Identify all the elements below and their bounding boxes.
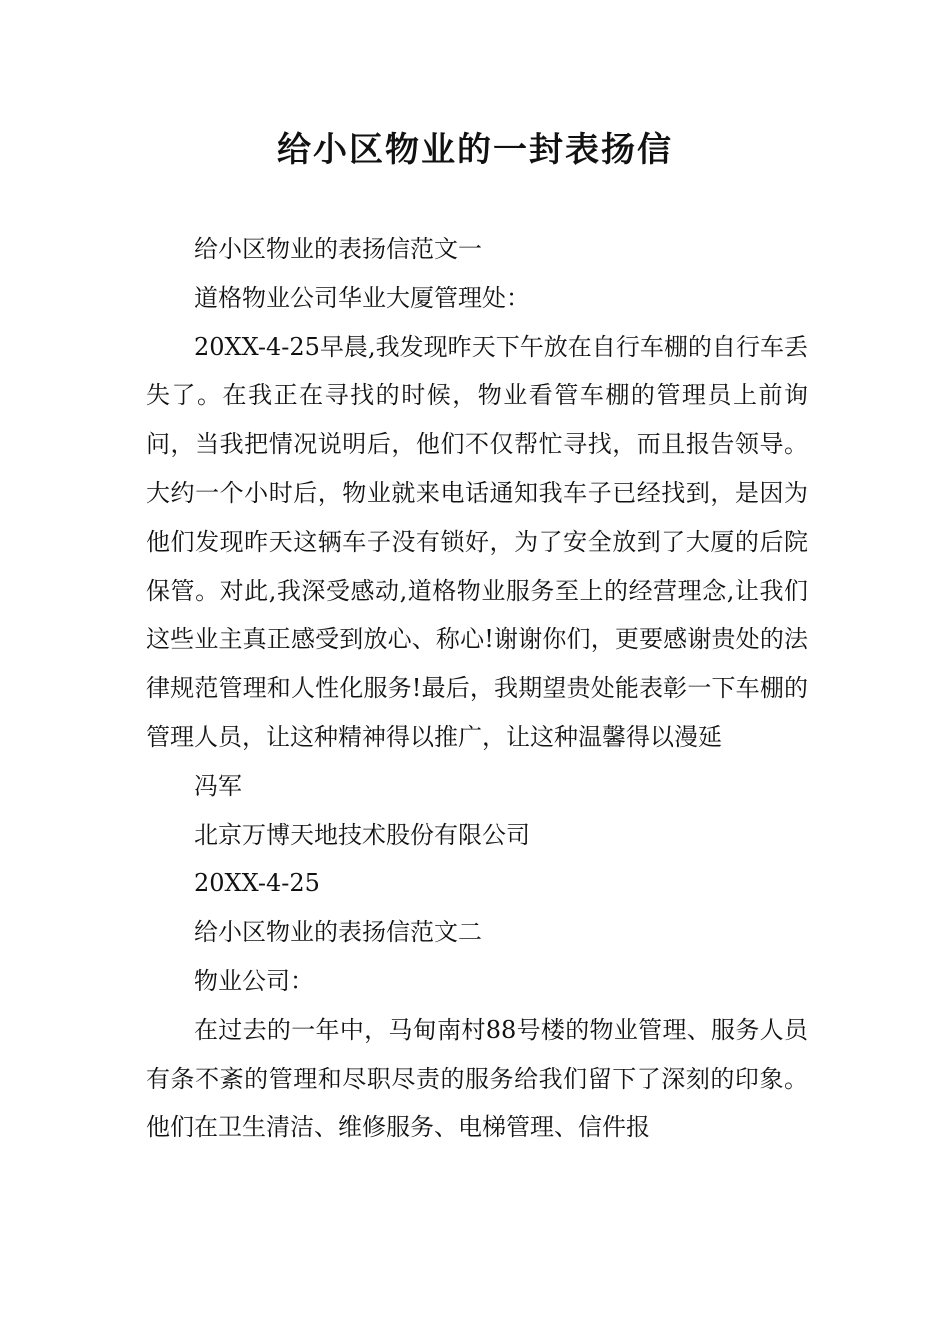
section-heading-sample-two: 给小区物业的表扬信范文二 (194, 918, 482, 947)
letter-body-two: 在过去的一年中，马甸南村88号楼的物业管理、服务人员有条不紊的管理和尽职尽责的服务给我们留下了深刻的印象。他们在卫生清洁、维修服务、电梯管理、信件报 (146, 1015, 808, 1142)
signature-company: 北京万博天地技术股份有限公司 (194, 820, 530, 849)
salutation-recipient-two: 物业公司： (194, 966, 314, 995)
signature-name: 冯军 (194, 771, 242, 800)
document-title: 给小区物业的一封表扬信 (277, 130, 673, 170)
signature-date: 20XX-4-25 (194, 869, 320, 898)
section-heading-sample-one: 给小区物业的表扬信范文一 (194, 235, 482, 263)
salutation-recipient-one: 道格物业公司华业大厦管理处： (194, 283, 530, 312)
document-body (146, 225, 808, 1152)
letter-body-one: 20XX-4-25早晨,我发现昨天下午放在自行车棚的自行车丢失了。在我正在寻找的时候，物业看管车棚的管理员上前询问，当我把情况说明后，他们不仅帮忙寻找，而且报告领导。大约一个小时后，物业就来电话通知我车子已经找到，是因为他们发现昨天这辆车子没有锁好，为了安全放到了大厦的后院保管。对此,我深受感动,道格物业服务至上的经营理念,让我们这些业主真正感受到放心、称心!谢谢你们，更要感谢贵处的法律规范管理和人性化服务!最后，我期望贵处能表彰一下车棚的管理人员，让这种精神得以推广，让这种温馨得以漫延 (146, 332, 808, 751)
